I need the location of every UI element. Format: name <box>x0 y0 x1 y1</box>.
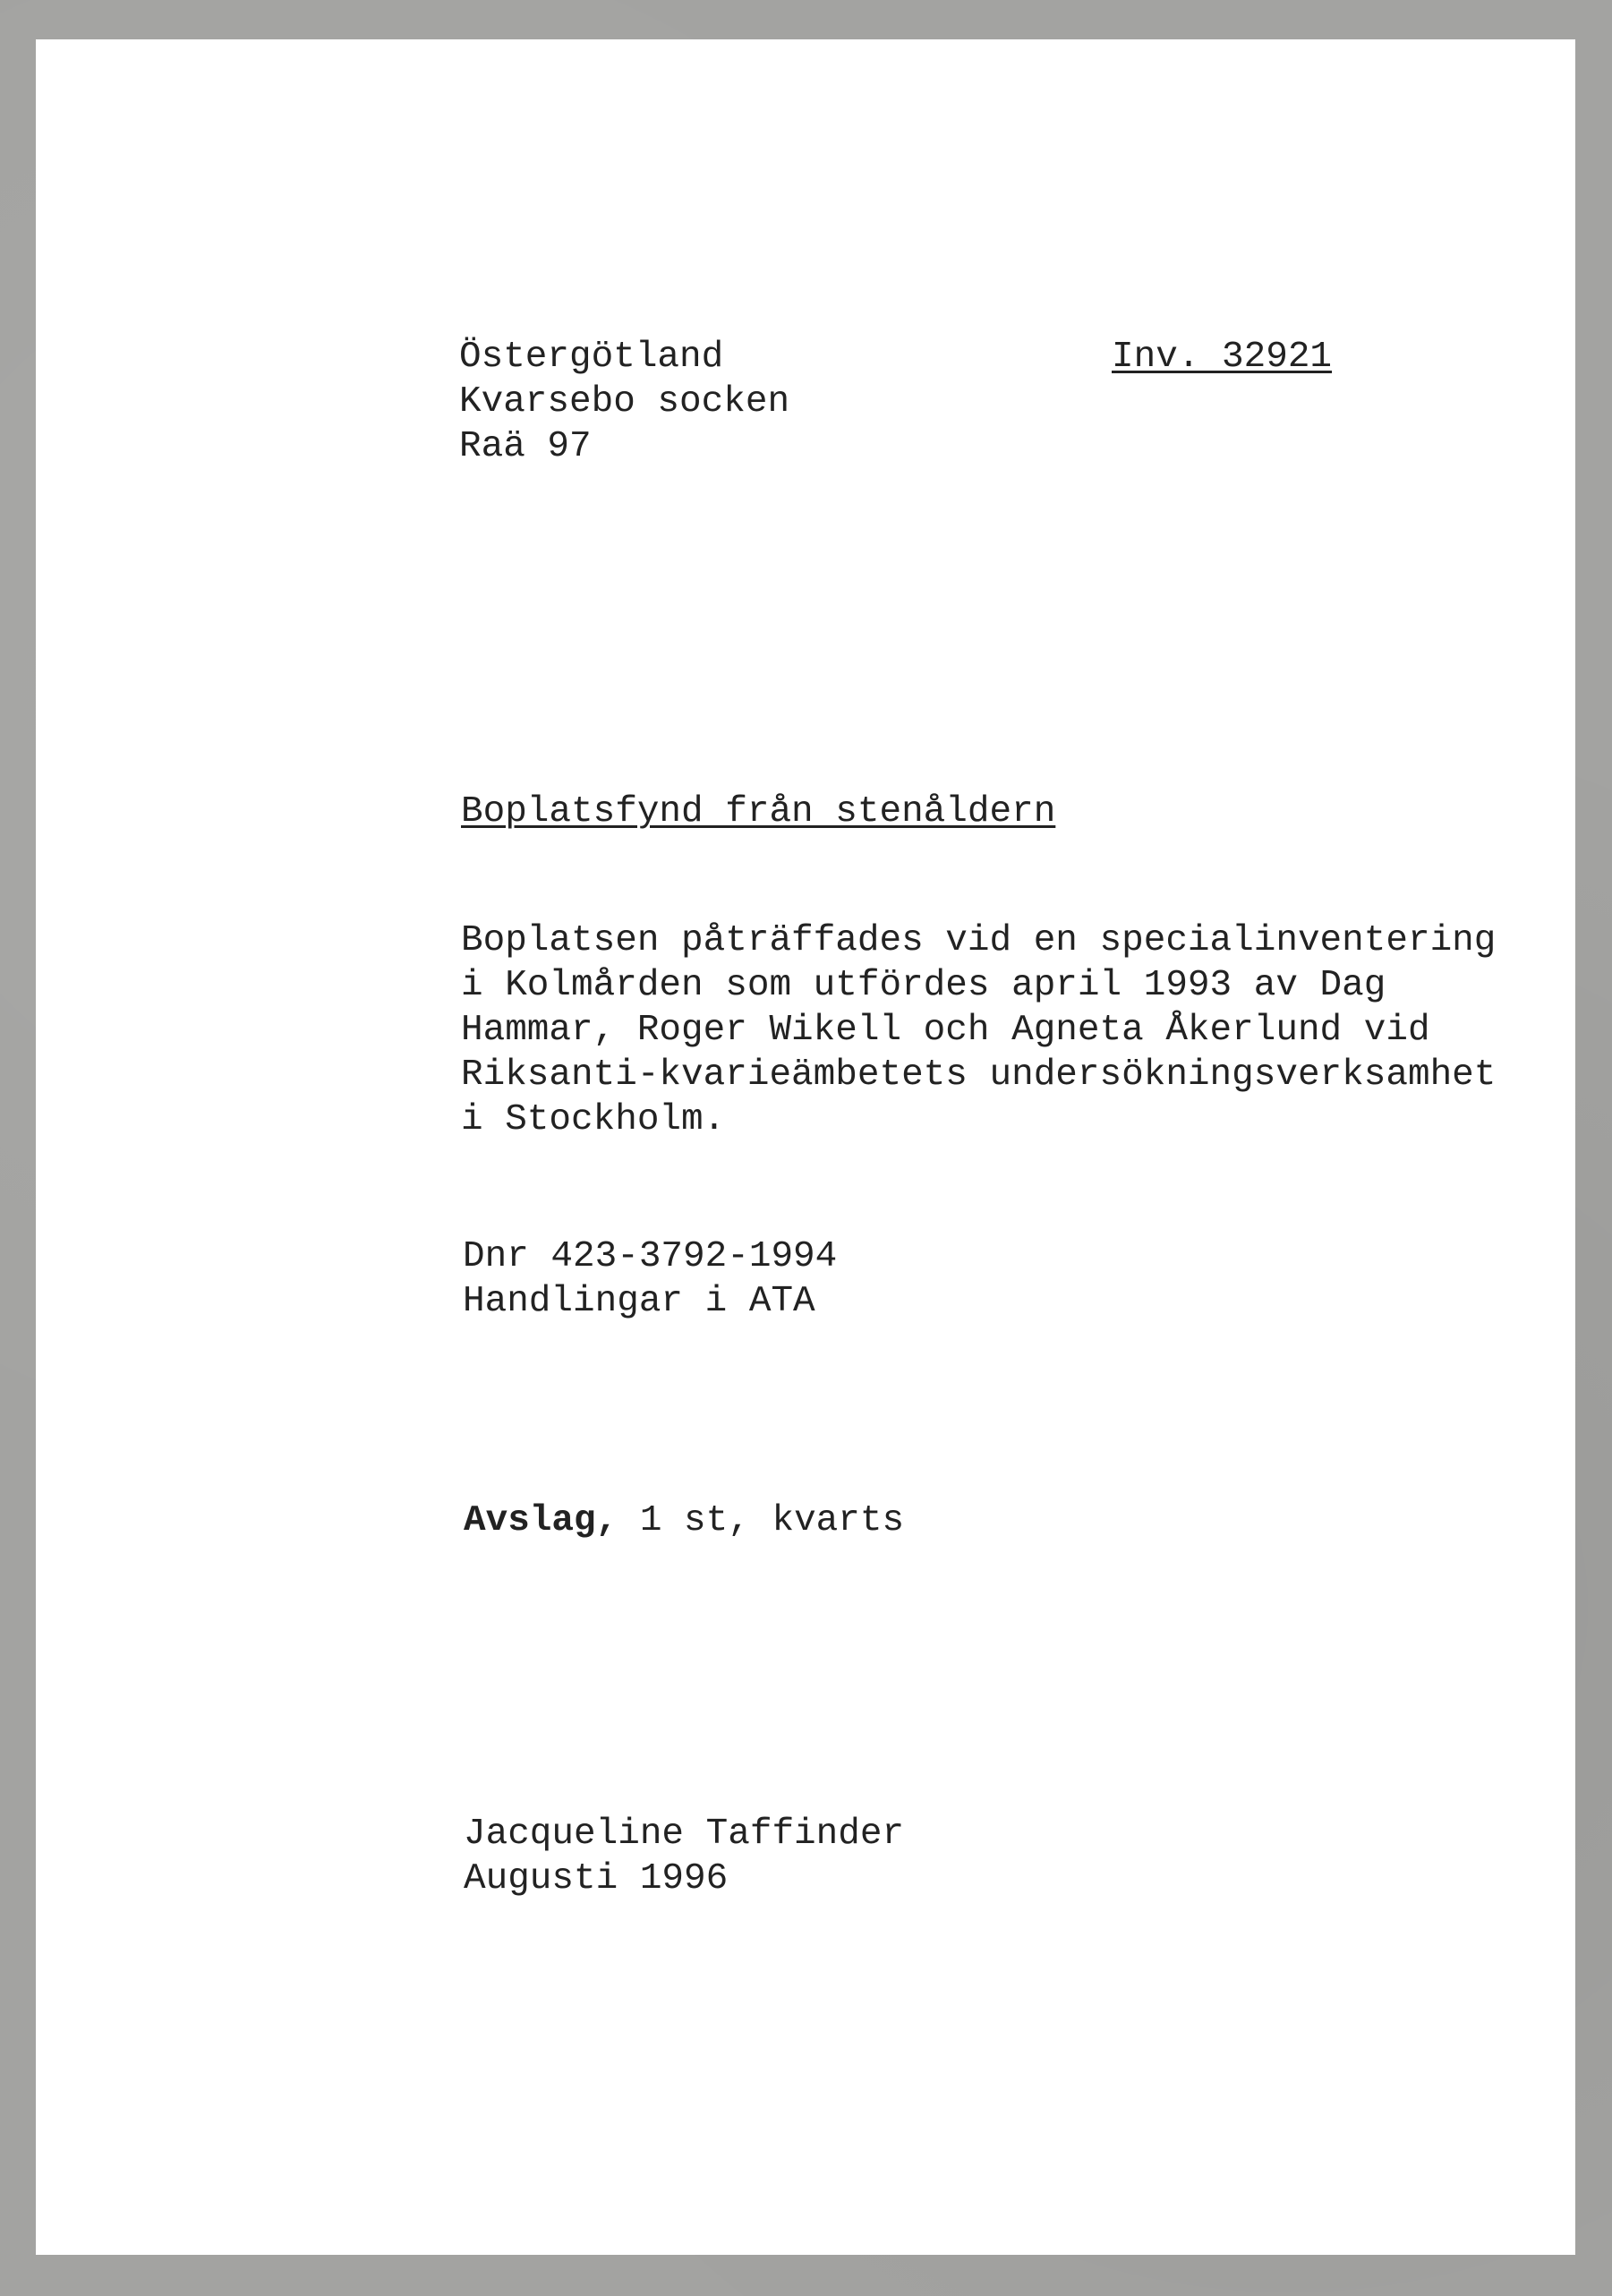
document-page <box>36 39 1575 2255</box>
registration-number: Dnr 423-3792-1994 <box>463 1236 838 1277</box>
document-heading: Boplatsfynd från stenåldern <box>461 791 1056 832</box>
signature-date: Augusti 1996 <box>464 1858 729 1899</box>
region-line: Östergötland <box>459 337 724 378</box>
find-details: 1 st, kvarts <box>618 1500 905 1541</box>
find-line <box>464 1498 904 1543</box>
signature-name: Jacqueline Taffinder <box>464 1814 905 1855</box>
inventory-number: Inv. 32921 <box>1112 337 1333 378</box>
paragraph-line: Hammar, Roger Wikell och Agneta Åkerlund vid <box>461 1010 1430 1051</box>
paragraph-line: i Stockholm. <box>461 1099 726 1140</box>
parish-line: Kvarsebo socken <box>459 381 790 422</box>
records-reference: Handlingar i ATA <box>463 1281 815 1322</box>
rae-number-line: Raä 97 <box>459 426 592 467</box>
paragraph-line: i Kolmården som utfördes april 1993 av Dag <box>461 965 1386 1006</box>
paragraph-line: Riksanti-kvarieämbetets undersökningsverksamhet <box>461 1054 1497 1096</box>
find-term: Avslag, <box>464 1500 618 1541</box>
paragraph-line: Boplatsen påträffades vid en specialinventering <box>461 920 1497 961</box>
